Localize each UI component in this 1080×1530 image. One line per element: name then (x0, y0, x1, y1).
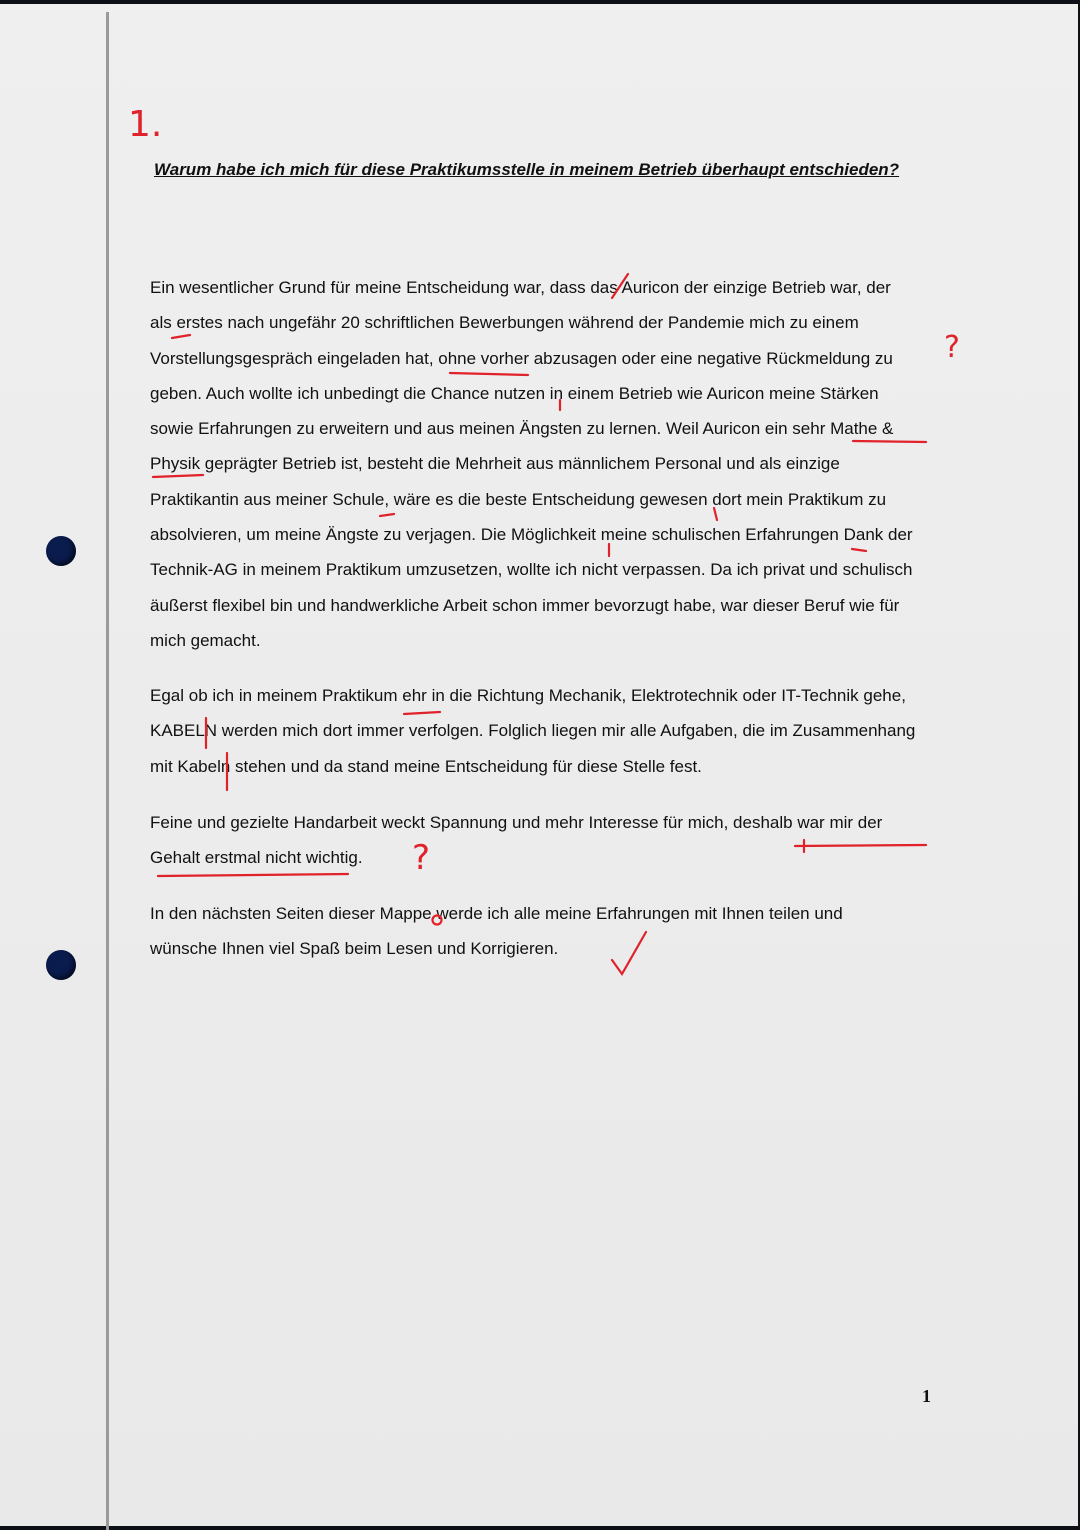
correction-marks-layer (0, 4, 1078, 1526)
underline-mark (172, 335, 190, 338)
underline-mark (795, 845, 926, 846)
text-line: Technik-AG in meinem Praktikum umzusetzen, wollte ich nicht verpassen. Da ich privat und schulisch (150, 560, 913, 580)
insert-circle-mark (433, 916, 442, 925)
text-line: mit Kabeln stehen und da stand meine Entscheidung für diese Stelle fest. (150, 756, 702, 776)
underline-mark (158, 874, 348, 876)
underline-mark (852, 549, 866, 551)
text-line: absolvieren, um meine Ängste zu verjagen. Die Möglichkeit meine schulischen Erfahrungen Dank der (150, 525, 913, 545)
text-line: Vorstellungsgespräch eingeladen hat, ohne vorher abzusagen oder eine negative Rückmeldung zu (150, 348, 893, 368)
checkmark-icon (612, 932, 646, 974)
text-line: KABELN werden mich dort immer verfolgen. Folglich liegen mir alle Aufgaben, die im Zusammenhang (150, 721, 916, 741)
text-line: sowie Erfahrungen zu erweitern und aus meinen Ängsten zu lernen. Weil Auricon ein sehr Mathe & (150, 419, 894, 439)
underline-mark (853, 441, 926, 442)
question-mark-annotation: ? (944, 330, 960, 365)
text-line: äußerst flexibel bin und handwerkliche Arbeit schon immer bevorzugt habe, war dieser Beruf wie für (150, 595, 900, 615)
insert-mark (714, 508, 717, 520)
section-number-annotation: 1. (128, 104, 163, 145)
underline-mark (404, 712, 440, 714)
text-line: geben. Auch wollte ich unbedingt die Chance nutzen in einem Betrieb wie Auricon meine Stärken (150, 383, 879, 403)
text-line: mich gemacht. (150, 630, 261, 650)
text-line: Praktikantin aus meiner Schule, wäre es die beste Entscheidung gewesen dort mein Praktikum zu (150, 489, 887, 509)
underline-mark (450, 373, 528, 375)
text-line: Feine und gezielte Handarbeit weckt Spannung und mehr Interesse für mich, deshalb war mir der (150, 813, 883, 832)
underline-mark (380, 514, 394, 516)
text-line: Gehalt erstmal nicht wichtig. (150, 848, 363, 868)
question-mark-annotation-2: ? (412, 838, 431, 878)
document-page (0, 4, 1078, 1526)
text-line: Physik geprägter Betrieb ist, besteht die Mehrheit aus männlichem Personal und als einzige (150, 454, 840, 474)
strike-mark (612, 274, 628, 298)
text-line: In den nächsten Seiten dieser Mappe werde ich alle meine Erfahrungen mit Ihnen teilen und (150, 904, 843, 923)
text-line: Egal ob ich in meinem Praktikum ehr in die Richtung Mechanik, Elektrotechnik oder IT-Technik gehe, (150, 686, 906, 705)
underline-mark (153, 475, 203, 477)
question-heading: Warum habe ich mich für diese Praktikumsstelle in meinem Betrieb überhaupt entschieden? (154, 160, 900, 179)
text-line: wünsche Ihnen viel Spaß beim Lesen und Korrigieren. (150, 939, 559, 959)
page-number: 1 (922, 1386, 931, 1406)
text-line: als erstes nach ungefähr 20 schriftlichen Bewerbungen während der Pandemie mich zu einem (150, 313, 859, 333)
text-line: Ein wesentlicher Grund für meine Entscheidung war, dass das Auricon der einzige Betrieb war, der (150, 278, 891, 297)
